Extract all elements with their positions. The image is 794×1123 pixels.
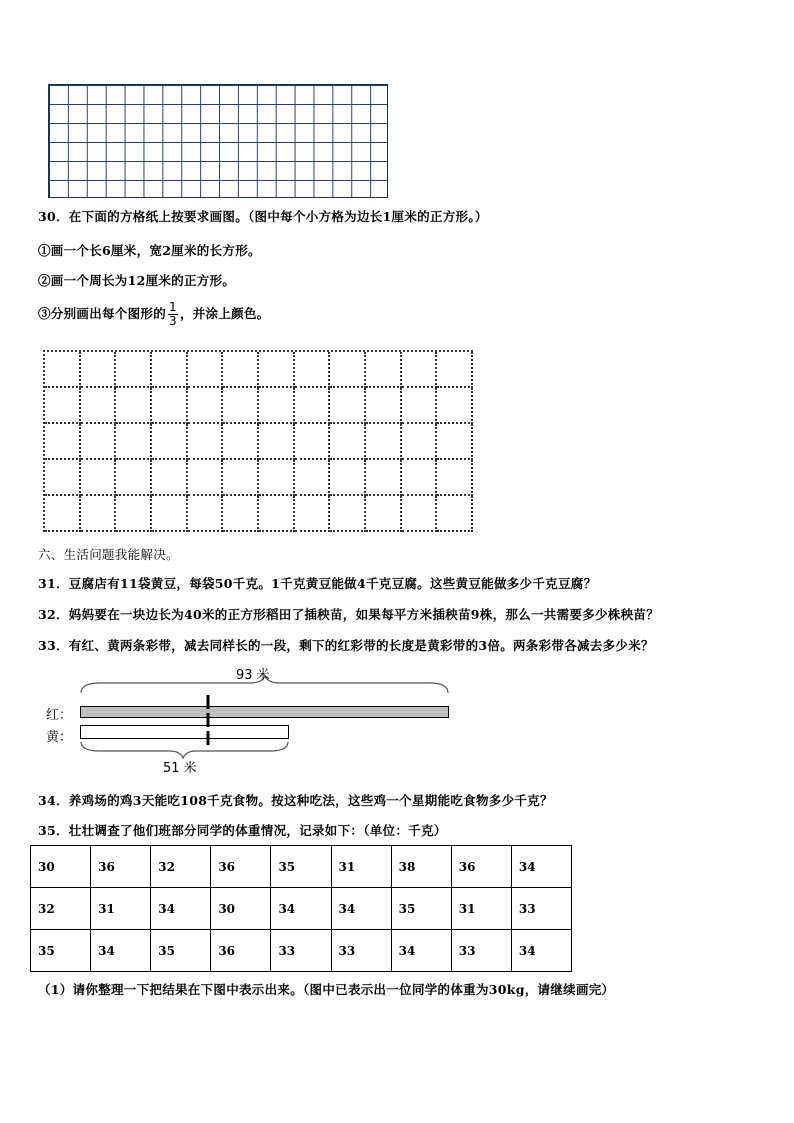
weight-cell: 34: [271, 888, 331, 930]
weight-cell: 31: [451, 888, 511, 930]
weight-cell: 32: [151, 846, 211, 888]
weight-cell: 36: [211, 846, 271, 888]
table-row: [31, 888, 572, 930]
weight-cell: 34: [511, 846, 571, 888]
weight-cell: 34: [91, 930, 151, 972]
weights-table: [30, 845, 572, 972]
section-heading: 六、生活问题我能解决。: [38, 547, 179, 562]
weight-cell: 36: [451, 846, 511, 888]
weight-cell: 33: [511, 888, 571, 930]
total-length-label: 93 米: [236, 668, 270, 683]
weight-cell: 34: [391, 930, 451, 972]
weight-cell: 33: [451, 930, 511, 972]
table-row: [31, 846, 572, 888]
weight-cell: 34: [331, 888, 391, 930]
weight-cell: 30: [211, 888, 271, 930]
table-row: [31, 930, 572, 972]
weight-cell: 38: [391, 846, 451, 888]
weight-cell: 34: [511, 930, 571, 972]
yellow-ribbon-bar: [81, 726, 289, 739]
q35-part1: （1）请你整理一下把结果在下图中表示出来。（图中已表示出一位同学的体重为30kg，请继续画完）: [38, 982, 615, 997]
weight-cell: 35: [31, 930, 91, 972]
weight-cell: 36: [91, 846, 151, 888]
red-ribbon-bar: [81, 707, 449, 718]
weight-cell: 36: [211, 930, 271, 972]
weight-cell: 35: [391, 888, 451, 930]
weight-cell: 32: [31, 888, 91, 930]
q35: 35．壮壮调查了他们班部分同学的体重情况，记录如下：（单位：千克）: [38, 823, 447, 838]
q30-item3-post: ，并涂上颜色。: [179, 306, 270, 321]
q30-item3-pre: ③分别画出每个图形的: [38, 306, 167, 321]
q30-title: 30．在下面的方格纸上按要求画图。（图中每个小方格为边长1厘米的正方形。）: [38, 209, 488, 224]
yellow-brace: [81, 742, 288, 758]
yellow-length-label: 51 米: [163, 761, 197, 776]
q30-item2: ②画一个周长为12厘米的正方形。: [38, 273, 236, 288]
q33: 33．有红、黄两条彩带，减去同样长的一段，剩下的红彩带的长度是黄彩带的3倍。两条彩带各减去多少米？: [38, 638, 654, 653]
q34: 34．养鸡场的鸡3天能吃108千克食物。按这种吃法，这些鸡一个星期能吃食物多少千克？: [38, 793, 553, 808]
q32: 32．妈妈要在一块边长为40米的正方形稻田了插秧苗，如果每平方米插秧苗9株，那么一共需要多少株秧苗？: [38, 607, 659, 622]
q30-item1: ①画一个长6厘米，宽2厘米的长方形。: [38, 243, 261, 258]
fraction-denominator: 3: [169, 314, 177, 328]
weight-cell: 31: [331, 846, 391, 888]
weight-cell: 34: [151, 888, 211, 930]
weight-cell: 35: [271, 846, 331, 888]
yellow-label: 黄：: [46, 730, 73, 745]
weight-cell: 33: [331, 930, 391, 972]
weight-cell: 30: [31, 846, 91, 888]
red-label: 红：: [46, 708, 73, 723]
weight-cell: 35: [151, 930, 211, 972]
weight-cell: 31: [91, 888, 151, 930]
q31: 31．豆腐店有11袋黄豆，每袋50千克。1千克黄豆能做4千克豆腐。这些黄豆能做多少千克豆腐？: [38, 576, 597, 591]
weight-cell: 33: [271, 930, 331, 972]
fraction-numerator: 1: [169, 300, 177, 314]
